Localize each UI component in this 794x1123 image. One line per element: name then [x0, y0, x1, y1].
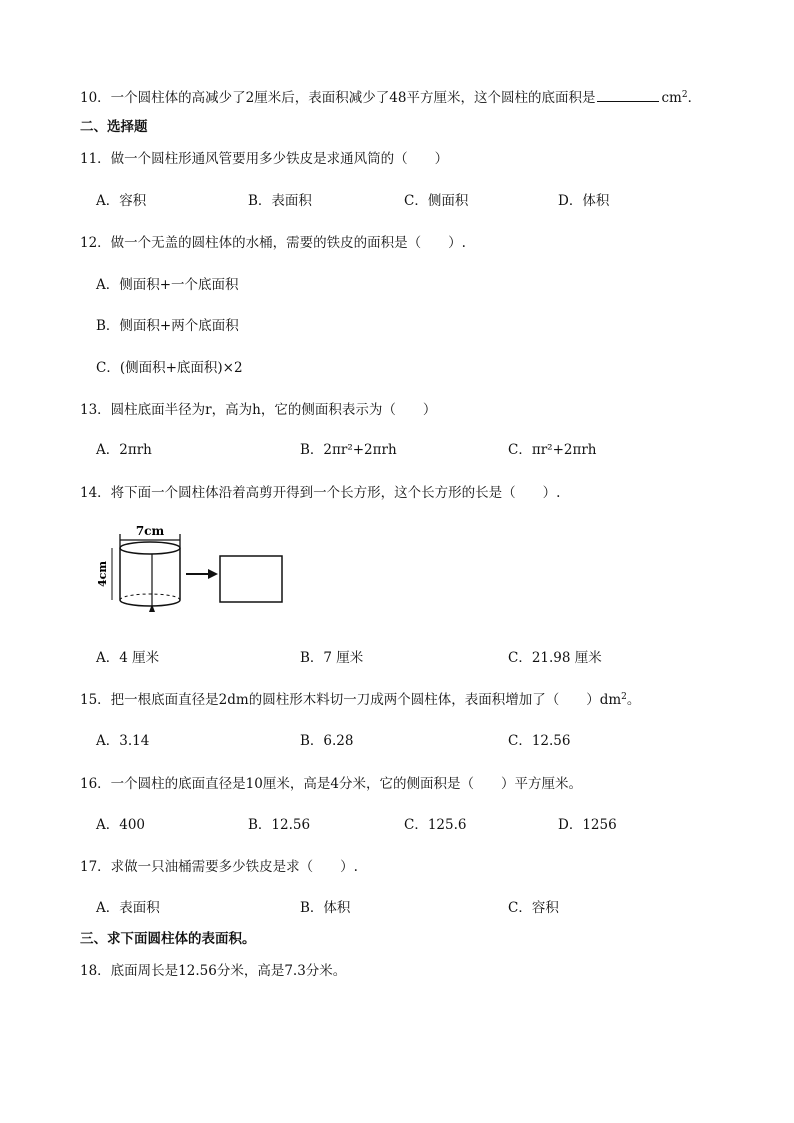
q11-option-a[interactable]: A．容积 [96, 193, 147, 209]
answer-blank[interactable] [597, 88, 659, 102]
q13-option-c[interactable]: C．πr²+2πrh [508, 442, 597, 458]
q16-option-a[interactable]: A．400 [96, 817, 146, 833]
question-15 [80, 691, 640, 709]
height-label: 4cm [96, 561, 109, 587]
cylinder-figure-svg [98, 522, 298, 618]
q12-option-a[interactable]: A．侧面积+一个底面积 [96, 277, 239, 293]
cylinder-bottom-front-arc [120, 600, 180, 606]
question-10-unit-exponent: 2 [681, 90, 688, 100]
question-15-exponent: 2 [621, 692, 627, 702]
section-2-heading: 二、选择题 [80, 119, 148, 135]
question-14: 14．将下面一个圆柱体沿着高剪开得到一个长方形，这个长方形的长是（ ）. [80, 485, 561, 501]
question-16: 16．一个圆柱的底面直径是10厘米，高是4分米，它的侧面积是（ ）平方厘米。 [80, 776, 582, 792]
q16-option-d[interactable]: D．1256 [558, 817, 617, 833]
question-11: 11．做一个圆柱形通风管要用多少铁皮是求通风筒的（ ） [80, 151, 449, 167]
q14-option-b[interactable]: B．7 厘米 [300, 650, 364, 666]
cylinder-top-ellipse [120, 542, 180, 554]
question-18: 18．底面周长是12.56分米，高是7.3分米。 [80, 963, 347, 979]
q11-option-b[interactable]: B．表面积 [248, 193, 312, 209]
section-3-heading: 三、求下面圆柱体的表面积。 [80, 931, 256, 947]
q15-option-c[interactable]: C．12.56 [508, 733, 571, 749]
q11-option-c[interactable]: C．侧面积 [404, 193, 469, 209]
width-label: 7cm [135, 524, 165, 538]
question-15-text: 15．把一根底面直径是2dm的圆柱形木料切一刀成两个圆柱体，表面积增加了（ ）dm [80, 692, 622, 708]
cylinder-bottom-back-arc [120, 594, 180, 600]
q17-option-a[interactable]: A．表面积 [96, 900, 160, 916]
unrolled-rectangle [220, 556, 282, 602]
question-13: 13．圆柱底面半径为r，高为h，它的侧面积表示为（ ） [80, 402, 437, 418]
q13-option-b[interactable]: B．2πr²+2πrh [300, 442, 397, 458]
q12-option-b[interactable]: B．侧面积+两个底面积 [96, 318, 239, 334]
q11-option-d[interactable]: D．体积 [558, 193, 610, 209]
q17-option-b[interactable]: B．体积 [300, 900, 351, 916]
q13-option-a[interactable]: A．2πrh [96, 442, 152, 458]
right-arrow-icon [208, 569, 218, 579]
q16-option-c[interactable]: C．125.6 [404, 817, 467, 833]
question-12: 12．做一个无盖的圆柱体的水桶，需要的铁皮的面积是（ ）. [80, 235, 466, 251]
q15-option-a[interactable]: A．3.14 [96, 733, 150, 749]
q14-option-c[interactable]: C．21.98 厘米 [508, 650, 602, 666]
cylinder-to-rectangle-figure [98, 522, 298, 622]
q14-option-a[interactable]: A．4 厘米 [96, 650, 160, 666]
question-10-unit: cm [661, 90, 682, 106]
question-17: 17．求做一只油桶需要多少铁皮是求（ ）. [80, 859, 358, 875]
question-10-text: 10．一个圆柱体的高减少了2厘米后，表面积减少了48平方厘米，这个圆柱的底面积是 [80, 90, 596, 106]
q15-option-b[interactable]: B．6.28 [300, 733, 354, 749]
q12-option-c[interactable]: C．(侧面积+底面积)×2 [96, 360, 243, 376]
question-10-end: ． [687, 90, 702, 106]
question-15-end: 。 [626, 692, 641, 708]
question-10 [80, 88, 701, 107]
q16-option-b[interactable]: B．12.56 [248, 817, 311, 833]
q17-option-c[interactable]: C．容积 [508, 900, 559, 916]
